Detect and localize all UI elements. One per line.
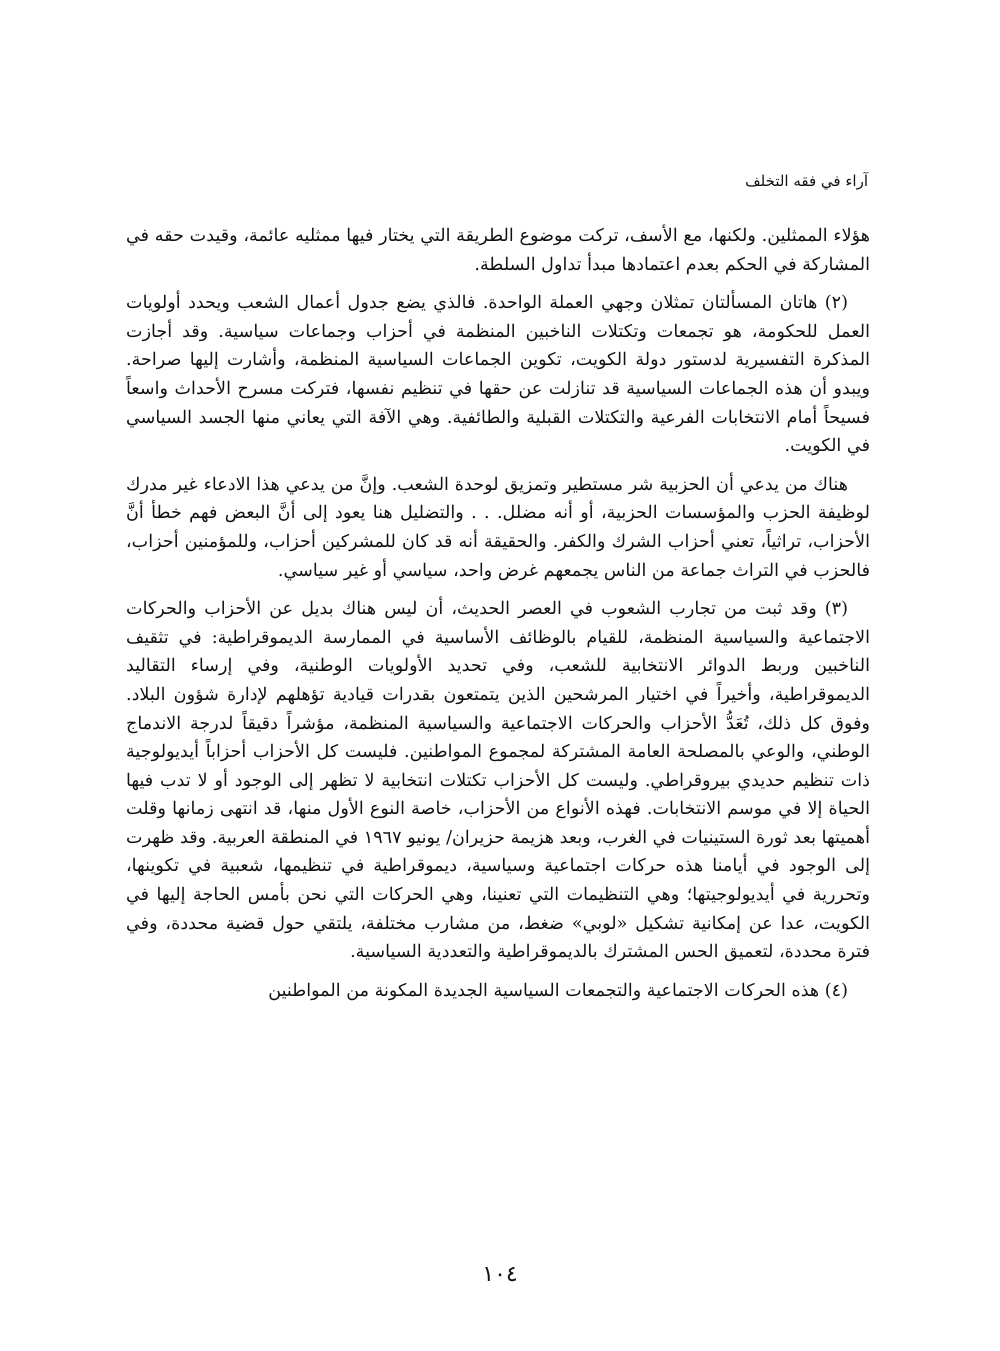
running-header-title: آراء في فقه التخلف [745,172,868,190]
page-number: ١٠٤ [482,1262,518,1287]
paragraph-point-4: (٤) هذه الحركات الاجتماعية والتجمعات السياسية الجديدة المكونة من المواطنين [268,980,848,1001]
paragraph-point-2: (٢) هاتان المسألتان تمثلان وجهي العملة الواحدة. فالذي يضع جدول أعمال الشعب ويحدد أولويات العمل للحكومة، هو تجمعات وتكتلات الناخبين المنظمة في أحزاب وجماعات سياسية. وقد أجازت المذكرة التفسيرية لدستور دولة الكويت، تكوين الجماعات السياسية المنظمة، وأشارت إليها صراحة. ويبدو أن هذه الجماعات السياسية قد تنازلت عن حقها في تنظيم نفسها، فتركت مسرح الأحداث واسعاً فسيحاً أمام الانتخابات الفرعية والتكتلات القبلية والطائفية. وهي الآفة التي يعاني منها الجسد السياسي في الكويت. [126,293,870,457]
paragraph-point-3: (٣) وقد ثبت من تجارب الشعوب في العصر الحديث، أن ليس هناك بديل عن الأحزاب والحركات الاجتماعية والسياسية المنظمة، للقيام بالوظائف الأساسية في الممارسة الديموقراطية: في تثقيف الناخبين وربط الدوائر الانتخابية للشعب، وفي تحديد الأولويات الوطنية، وفي إرساء التقاليد الديموقراطية، وأخيراً في اختيار المرشحين الذين يتمتعون بقدرات قيادية تؤهلهم لإدارة شؤون البلاد. وفوق كل ذلك، تُعَدُّ الأحزاب والحركات الاجتماعية والسياسية المنظمة، مؤشراً دقيقاً لدرجة الاندماج الوطني، والوعي بالمصلحة العامة المشتركة لمجموع المواطنين. فليست كل الأحزاب أحزاباً أيديولوجية ذات تنظيم حديدي بيروقراطي. وليست كل الأحزاب تكتلات انتخابية لا تظهر إلى الوجود أو لا تدب فيها الحياة إلا في موسم الانتخابات. فهذه الأنواع من الأحزاب، خاصة النوع الأول منها، قد انتهى زمانها وقلت أهميتها بعد ثورة الستينيات في الغرب، وبعد هزيمة حزيران/ يونيو ١٩٦٧ في المنطقة العربية. وقد ظهرت إلى الوجود في أيامنا هذه حركات اجتماعية وسياسية، ديموقراطية في تنظيمها، شعبية في تكوينها، وتحررية في أيديولوجيتها؛ وهي التنظيمات التي تعنينا، وهي الحركات التي نحن بأمس الحاجة إليها في الكويت، عدا عن إمكانية تشكيل «لوبي» ضغط، من مشارب مختلفة، يلتقي حول قضية محددة، وفي فترة محددة، لتعميق الحس المشترك بالديموقراطية والتعددية السياسية. [126,599,871,963]
paragraph-partisanship: هناك من يدعي أن الحزبية شر مستطير وتمزيق لوحدة الشعب. وإنَّ من يدعي هذا الادعاء غير مدرك لوظيفة الحزب والمؤسسات الحزبية، أو أنه مضلل. . . والتضليل هنا يعود إلى أنَّ البعض فهم خطأ أنَّ الأحزاب، تراثياً، تعني أحزاب الشرك والكفر. والحقيقة أنه قد كان للمشركين أحزاب، وللمؤمنين أحزاب، فالحزب في التراث جماعة من الناس يجمعهم غرض واحد، سياسي أو غير سياسي. [126,474,870,581]
body-text [126,222,870,1015]
paragraph-continuation: هؤلاء الممثلين. ولكنها، مع الأسف، تركت موضوع الطريقة التي يختار فيها ممثليه عائمة، وقيدت حقه في المشاركة في الحكم بعدم اعتمادها مبدأ تداول السلطة. [126,226,870,275]
